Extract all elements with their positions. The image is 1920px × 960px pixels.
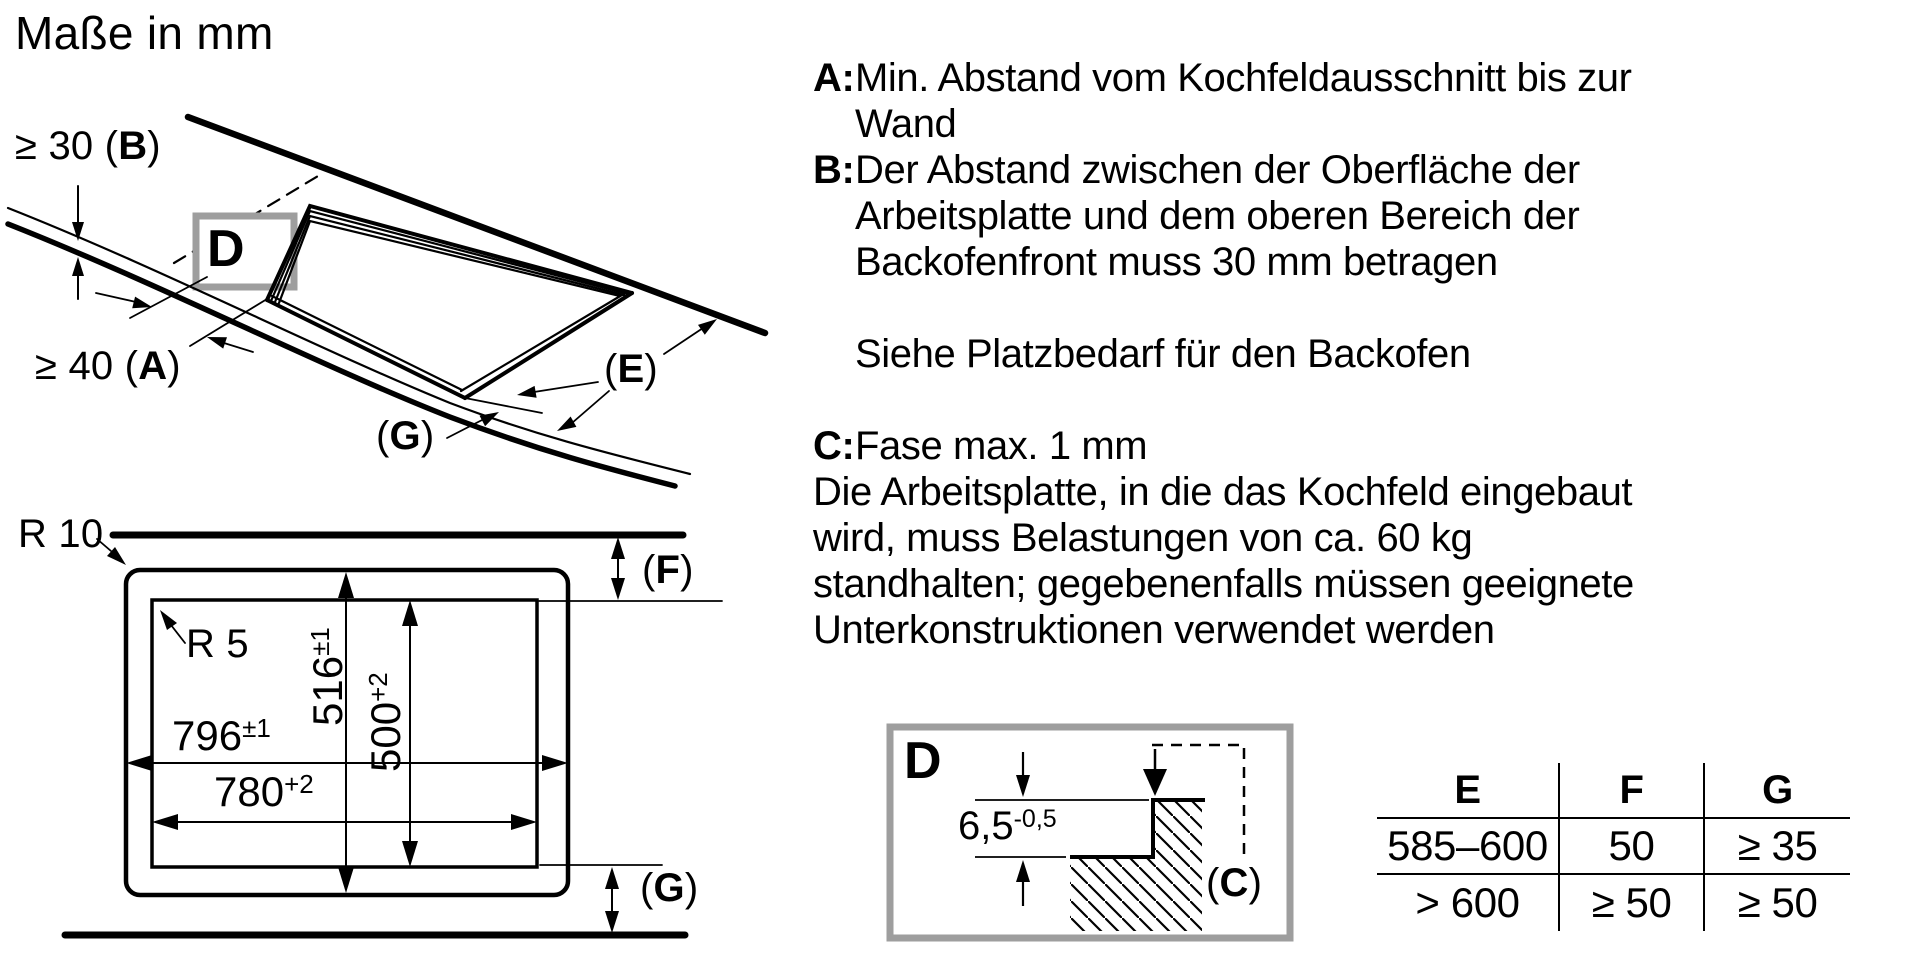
detail-chamfer-dim: $6,5^{-0,5}$: [958, 804, 1057, 848]
iso-dim-b-arrows: [72, 186, 84, 299]
table-cell-r2-g: ≥ 50: [1737, 879, 1818, 926]
note-spacer-1: [813, 285, 1634, 331]
note-spacer-2: [813, 377, 1634, 423]
installation-notes: [813, 55, 1634, 653]
note-c-para2: wird, muss Belastungen von ca. 60 kg: [813, 516, 1473, 560]
note-b-line1: B: Der Abstand zwischen der Oberfläche der: [813, 148, 1580, 192]
iso-dim-g-label: (G): [376, 414, 435, 458]
iso-cutout-lower-edges: [267, 292, 632, 398]
clearance-table: [1377, 763, 1850, 931]
plan-dim-g-label: (G): [640, 866, 699, 910]
table-cell-r1-g: ≥ 35: [1705, 819, 1850, 875]
note-c-line1: C: Fase max. 1 mm: [813, 424, 1148, 468]
plan-width-inner-label: $780^{+2}$: [214, 768, 314, 815]
table-cell-r1-e: 585–600: [1377, 819, 1560, 875]
plan-width-outer-label: $796^{\pm 1}$: [172, 712, 271, 759]
table-header-f: F: [1560, 763, 1705, 819]
note-b-line2: Arbeitsplatte und dem oberen Bereich der: [855, 194, 1580, 238]
page-title: Maße in mm: [15, 7, 274, 59]
note-c-para1: Die Arbeitsplatte, in die das Kochfeld eingebaut: [813, 470, 1633, 514]
iso-detail-d-marker: D: [207, 220, 245, 278]
note-c-para4: Unterkonstruktionen verwendet werden: [813, 608, 1495, 652]
iso-dim-b-label: ≥ 30 (B): [15, 124, 161, 168]
note-a-line1: A: Min. Abstand vom Kochfeldausschnitt bis zur: [813, 56, 1632, 100]
plan-dim-516: [338, 572, 354, 893]
iso-dim-e-label: (E): [604, 347, 658, 391]
iso-cutout-bevel: [267, 206, 632, 303]
detail-dim-c-label: (C): [1206, 861, 1263, 905]
table-cell-r1-f: 50: [1560, 819, 1705, 875]
plan-depth-inner-label: $500^{+2}$: [362, 672, 409, 772]
note-c-para3: standhalten; gegebenenfalls müssen geeignete: [813, 562, 1634, 606]
detail-d-marker: D: [904, 732, 942, 790]
plan-depth-outer-label: $516^{\pm 1}$: [304, 627, 351, 726]
plan-radius-outer-label: R 10: [18, 512, 104, 556]
table-header-e: E: [1377, 763, 1560, 819]
table-cell-r2-f: ≥ 50: [1560, 875, 1705, 931]
table-header-g: G: [1705, 763, 1850, 819]
plan-radius-inner-label: R 5: [186, 622, 249, 666]
iso-dim-a-label: ≥ 40 (A): [35, 344, 181, 388]
table-cell-r2-e: > 600: [1377, 875, 1560, 931]
plan-dim-f-label: (F): [642, 548, 694, 592]
note-see-line: Siehe Platzbedarf für den Backofen: [855, 332, 1471, 376]
note-a-line2: Wand: [855, 102, 957, 146]
detail-view: [890, 727, 1290, 938]
note-b-line3: Backofenfront muss 30 mm betragen: [855, 240, 1498, 284]
plan-dim-780: [152, 814, 537, 830]
